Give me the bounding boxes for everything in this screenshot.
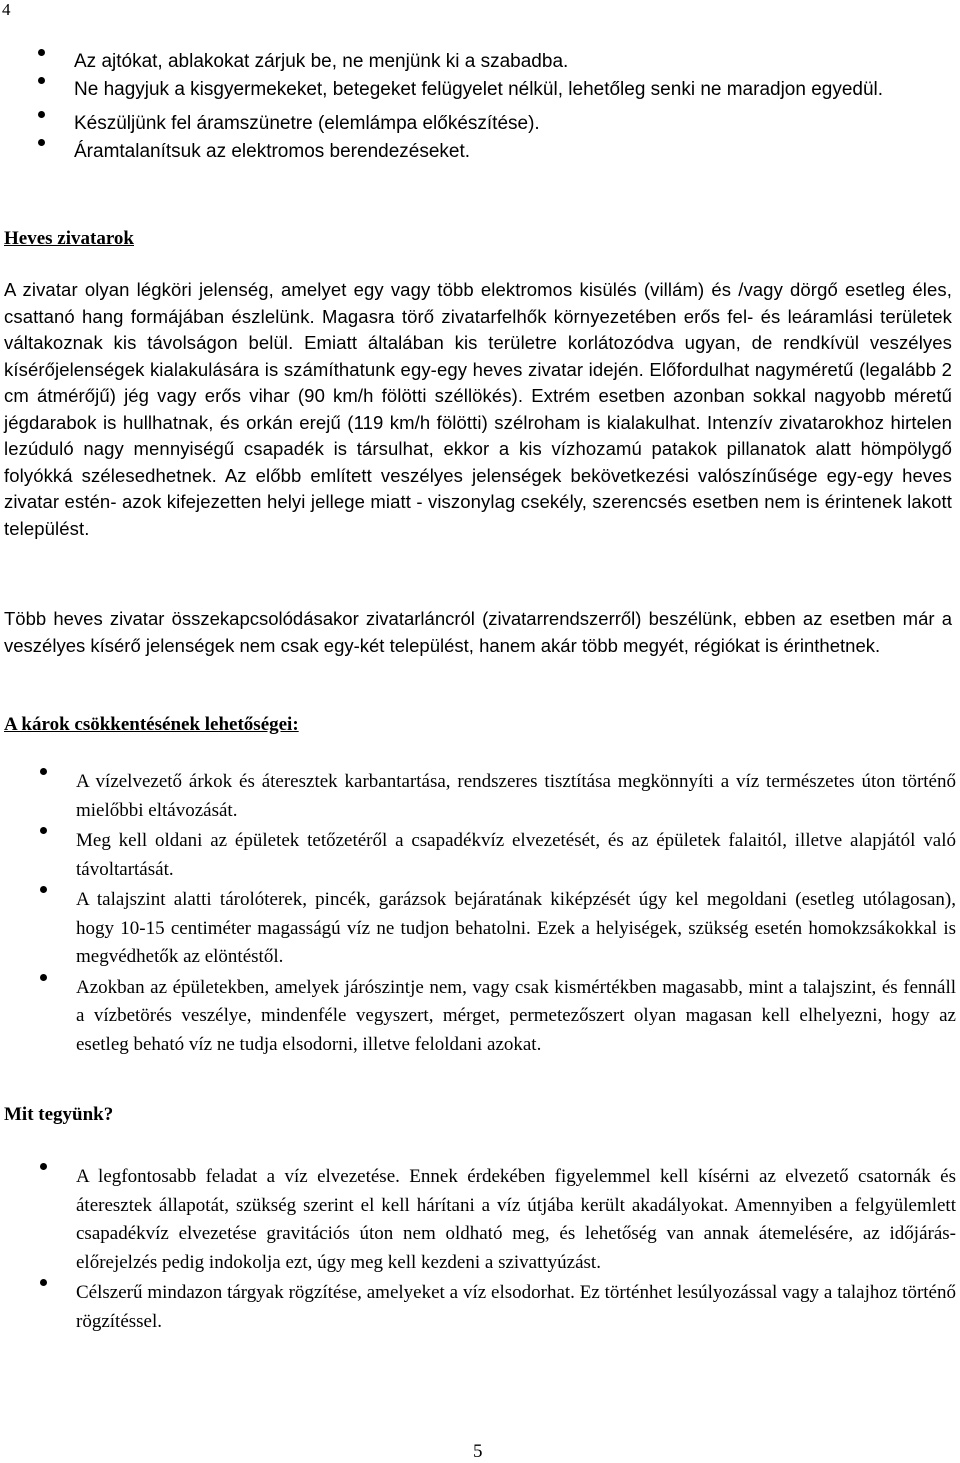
heading-mit-tegyunk: Mit tegyünk? (4, 1104, 114, 1125)
list-item (74, 139, 954, 165)
list-item-text: A vízelvezető árkok és áteresztek karbantartása, rendszeres tisztítása megkönnyíti a víz természetes úton történő mielőbbi eltávozását. (76, 771, 956, 821)
list-item (76, 886, 956, 972)
list-item-text: A talajszint alatti tárolóterek, pincék, garázsok bejáratának kiképzését úgy kel megoldani (esetleg utólagosan), hogy 10-15 centiméter magasságú víz ne tudjon behatolni. Ezek a helyiségek, szükség esetén homokzsákokkal is megvédhetők az elöntéstől. (76, 889, 956, 967)
bullet-icon (40, 886, 47, 893)
bullet-icon (40, 974, 47, 981)
paragraph-zivatar: A zivatar olyan légköri jelenség, amelyet egy vagy több elektromos kisülés (villám) és /vagy dörgő esetleg éles, csattanó hang formájában észlelünk. Magasra törő zivatarfelhők környezetében erős fel- és leáramlási területek váltakoznak kis távolságon belül. Emiatt általában kis területre korlátozódva ugyan, de rendkívül veszélyes kísérőjelenségek kialakulására is számíthatunk egy-egy heves zivatar idején. Előfordulhat nagyméretű (legalább 2 cm átmérőjű) jég vagy erős vihar (90 km/h fölötti széllökés). Extrém esetben azonban sokkal nagyobb méretű jégdarabok is hullhatnak, és orkán erejű (119 km/h fölötti) szélroham is kialakulhat. Intenzív zivatarokhoz hirtelen lezúduló nagy mennyiségű csapadék is társulhat, ekkor a kis vízhozamú patakok pillanatok alatt hömpölygő folyókká szélesedhetnek. Az előbb említett veszélyes jelenségek bekövetkezési valószínűsége egy-egy heves zivatar estén- azok kifejezetten helyi jellege miatt - viszonylag csekély, szerencsés esetben nem is érintenek lakott települést. (4, 279, 952, 539)
paragraph-zivatarlanc: Több heves zivatar összekapcsolódásakor zivatarláncról (zivatarrendszerről) beszélünk, ebben az esetben már a veszélyes kísérő jelenségek nem csak egy-két települést, hanem akár több megyét, régiókat is érinthetnek. (4, 608, 952, 656)
list-item (74, 111, 954, 137)
page-number-bottom: 5 (473, 1441, 483, 1462)
list-item-text: Azokban az épületekben, amelyek járószintje nem, vagy csak kismértékben magasabb, mint a talajszint, és fennáll a vízbetörés veszélye, mindenféle vegyszert, mérget, permetezőszert olyan magasan kell elhelyezni, hogy az esetleg beható víz ne tudja elsodorni, illetve feloldani azokat. (76, 976, 956, 1055)
list-item-text: Áramtalanítsuk az elektromos berendezéseket. (74, 141, 471, 162)
list-item (76, 827, 956, 884)
heading-heves-zivatarok: Heves zivatarok (4, 228, 134, 249)
heading-karok-csokkentese: A károk csökkentésének lehetőségei: (4, 714, 299, 735)
list-item-text: Készüljünk fel áramszünetre (elemlámpa előkészítése). (74, 113, 540, 134)
bullet-icon (38, 139, 45, 146)
bullet-icon (38, 111, 45, 118)
bullet-icon (40, 1163, 47, 1170)
mit-tegyunk-bullet-list (76, 1163, 956, 1338)
bullet-icon (40, 1279, 47, 1286)
bullet-icon (40, 768, 47, 775)
bullet-icon (38, 77, 45, 84)
list-item-text: Meg kell oldani az épületek tetőzetéről a csapadékvíz elvezetését, és az épületek falaitól, illetve alapjától való távoltartását. (76, 830, 956, 880)
list-item (76, 768, 956, 825)
karok-bullet-list (76, 768, 956, 1061)
list-item (74, 49, 954, 75)
list-item-text: Ne hagyjuk a kisgyermekeket, betegeket felügyelet nélkül, lehetőleg senki ne maradjon egyedül. (74, 79, 884, 100)
list-item-text: A legfontosabb feladat a víz elvezetése. Ennek érdekében figyelemmel kell kísérni az elvezető csatornák és áteresztek állapotát, szükség szerint el kell hárítani a víz útjába került akadályokat. Amennyiben a felgyülemlett csapadékvíz elvezetése gravitációs úton nem oldható meg, és lehetőség van annak átemelésére, az időjárás-előrejelzés pedig indokolja ezt, úgy meg kell kezdeni a szivattyúzást. (76, 1166, 956, 1273)
list-item-text: Az ajtókat, ablakokat zárjuk be, ne menjünk ki a szabadba. (74, 51, 569, 72)
list-item (76, 1279, 956, 1336)
top-bullet-list (74, 49, 954, 167)
bullet-icon (40, 827, 47, 834)
list-item (76, 974, 956, 1060)
page-number-top: 4 (2, 0, 11, 19)
list-item (74, 77, 954, 103)
bullet-icon (38, 49, 45, 56)
list-item-text: Célszerű mindazon tárgyak rögzítése, amelyeket a víz elsodorhat. Ez történhet lesúlyozással vagy a talajhoz történő rögzítéssel. (76, 1282, 956, 1332)
list-item (76, 1163, 956, 1277)
